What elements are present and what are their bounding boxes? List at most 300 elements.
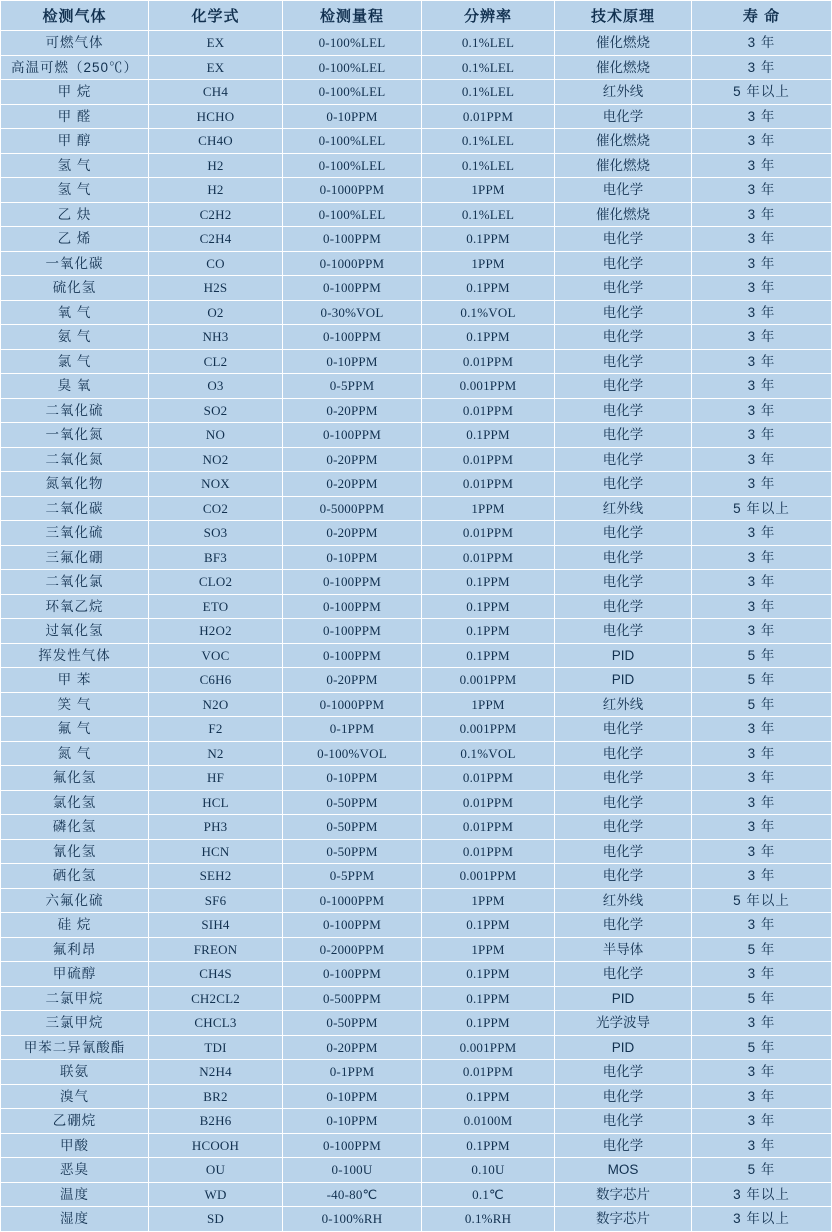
cell-principle: 催化燃烧 (555, 31, 692, 56)
cell-life: 3 年 (692, 521, 832, 546)
cell-range: 0-100%LEL (283, 55, 422, 80)
table-row (1, 986, 832, 1011)
column-header-range: 检测量程 (283, 1, 422, 31)
cell-principle: 电化学 (555, 276, 692, 301)
table-header-row (1, 1, 832, 31)
cell-formula: NO2 (149, 447, 283, 472)
cell-principle: 电化学 (555, 178, 692, 203)
cell-gas-name: 氮 气 (1, 741, 149, 766)
cell-resolution: 0.1%LEL (422, 80, 555, 105)
cell-gas-name: 乙 烯 (1, 227, 149, 252)
cell-life: 3 年 (692, 741, 832, 766)
cell-principle: 电化学 (555, 1133, 692, 1158)
cell-principle: PID (555, 986, 692, 1011)
cell-range: 0-1000PPM (283, 178, 422, 203)
cell-gas-name: 二氧化碳 (1, 496, 149, 521)
cell-range: 0-500PPM (283, 986, 422, 1011)
cell-range: 0-1000PPM (283, 888, 422, 913)
cell-formula: N2H4 (149, 1060, 283, 1085)
cell-range: 0-100PPM (283, 643, 422, 668)
cell-principle: 电化学 (555, 766, 692, 791)
cell-gas-name: 臭 氧 (1, 374, 149, 399)
cell-life: 3 年 (692, 790, 832, 815)
cell-range: -40-80℃ (283, 1182, 422, 1207)
cell-gas-name: 硫化氢 (1, 276, 149, 301)
table-row (1, 349, 832, 374)
cell-range: 0-100%LEL (283, 153, 422, 178)
cell-gas-name: 三氧化硫 (1, 521, 149, 546)
cell-resolution: 0.001PPM (422, 668, 555, 693)
cell-resolution: 0.01PPM (422, 104, 555, 129)
cell-life: 3 年以上 (692, 1182, 832, 1207)
cell-resolution: 0.1%LEL (422, 55, 555, 80)
cell-principle: 电化学 (555, 962, 692, 987)
cell-life: 3 年 (692, 619, 832, 644)
cell-resolution: 0.10U (422, 1158, 555, 1183)
cell-life: 3 年 (692, 1109, 832, 1134)
table-row (1, 423, 832, 448)
table-row (1, 741, 832, 766)
cell-life: 3 年 (692, 325, 832, 350)
cell-principle: 电化学 (555, 104, 692, 129)
cell-formula: CHCL3 (149, 1011, 283, 1036)
table-body (1, 31, 832, 1232)
table-row (1, 1084, 832, 1109)
table-row (1, 398, 832, 423)
cell-formula: HCOOH (149, 1133, 283, 1158)
cell-resolution: 0.01PPM (422, 349, 555, 374)
cell-gas-name: 三氯甲烷 (1, 1011, 149, 1036)
cell-range: 0-10PPM (283, 104, 422, 129)
table-row (1, 692, 832, 717)
cell-range: 0-100%LEL (283, 202, 422, 227)
table-row (1, 55, 832, 80)
table-row (1, 594, 832, 619)
cell-range: 0-100%LEL (283, 129, 422, 154)
cell-gas-name: 甲酸 (1, 1133, 149, 1158)
cell-range: 0-30%VOL (283, 300, 422, 325)
cell-gas-name: 氯 气 (1, 349, 149, 374)
cell-principle: 电化学 (555, 545, 692, 570)
cell-gas-name: 二氧化氮 (1, 447, 149, 472)
cell-gas-name: 氟利昂 (1, 937, 149, 962)
cell-range: 0-100PPM (283, 619, 422, 644)
cell-range: 0-100PPM (283, 276, 422, 301)
cell-formula: O3 (149, 374, 283, 399)
cell-gas-name: 过氧化氢 (1, 619, 149, 644)
cell-gas-name: 氢 气 (1, 178, 149, 203)
cell-gas-name: 氯化氢 (1, 790, 149, 815)
cell-range: 0-100PPM (283, 962, 422, 987)
cell-resolution: 0.1%LEL (422, 153, 555, 178)
cell-gas-name: 氨 气 (1, 325, 149, 350)
cell-principle: 红外线 (555, 888, 692, 913)
cell-formula: FREON (149, 937, 283, 962)
cell-resolution: 1PPM (422, 496, 555, 521)
table-row (1, 888, 832, 913)
cell-gas-name: 二氧化硫 (1, 398, 149, 423)
cell-gas-name: 湿度 (1, 1207, 149, 1232)
cell-range: 0-20PPM (283, 1035, 422, 1060)
cell-formula: WD (149, 1182, 283, 1207)
cell-range: 0-5PPM (283, 374, 422, 399)
cell-resolution: 0.1PPM (422, 1084, 555, 1109)
cell-resolution: 0.1PPM (422, 619, 555, 644)
cell-range: 0-1PPM (283, 717, 422, 742)
table-row (1, 643, 832, 668)
cell-formula: SIH4 (149, 913, 283, 938)
column-header-gas: 检测气体 (1, 1, 149, 31)
cell-gas-name: 甲 醛 (1, 104, 149, 129)
cell-range: 0-100PPM (283, 227, 422, 252)
cell-range: 0-100PPM (283, 325, 422, 350)
cell-range: 0-20PPM (283, 472, 422, 497)
cell-formula: C6H6 (149, 668, 283, 693)
cell-gas-name: 氰化氢 (1, 839, 149, 864)
cell-life: 3 年 (692, 1133, 832, 1158)
table-row (1, 717, 832, 742)
cell-principle: 数字芯片 (555, 1207, 692, 1232)
cell-resolution: 0.01PPM (422, 815, 555, 840)
cell-principle: 电化学 (555, 398, 692, 423)
cell-principle: PID (555, 1035, 692, 1060)
cell-life: 3 年 (692, 962, 832, 987)
table-row (1, 864, 832, 889)
cell-life: 3 年 (692, 153, 832, 178)
cell-gas-name: 甲 醇 (1, 129, 149, 154)
table-row (1, 839, 832, 864)
cell-range: 0-50PPM (283, 815, 422, 840)
cell-range: 0-100%VOL (283, 741, 422, 766)
cell-range: 0-100U (283, 1158, 422, 1183)
cell-formula: SEH2 (149, 864, 283, 889)
cell-gas-name: 一氧化氮 (1, 423, 149, 448)
cell-life: 3 年 (692, 472, 832, 497)
cell-formula: TDI (149, 1035, 283, 1060)
table-row (1, 496, 832, 521)
cell-formula: HCN (149, 839, 283, 864)
cell-life: 3 年 (692, 1084, 832, 1109)
cell-gas-name: 溴气 (1, 1084, 149, 1109)
table-row (1, 937, 832, 962)
cell-range: 0-5000PPM (283, 496, 422, 521)
cell-principle: 电化学 (555, 717, 692, 742)
cell-formula: SD (149, 1207, 283, 1232)
cell-principle: 半导体 (555, 937, 692, 962)
cell-life: 3 年 (692, 447, 832, 472)
cell-life: 3 年 (692, 423, 832, 448)
cell-principle: 电化学 (555, 325, 692, 350)
cell-formula: C2H4 (149, 227, 283, 252)
cell-life: 3 年 (692, 839, 832, 864)
cell-range: 0-50PPM (283, 790, 422, 815)
cell-resolution: 0.001PPM (422, 374, 555, 399)
cell-formula: HCL (149, 790, 283, 815)
cell-life: 3 年 (692, 349, 832, 374)
table-row (1, 815, 832, 840)
cell-resolution: 0.1%VOL (422, 741, 555, 766)
cell-principle: 红外线 (555, 496, 692, 521)
cell-gas-name: 高温可燃（250℃） (1, 55, 149, 80)
cell-life: 3 年 (692, 31, 832, 56)
cell-range: 0-1PPM (283, 1060, 422, 1085)
cell-resolution: 0.1%LEL (422, 31, 555, 56)
cell-principle: 红外线 (555, 692, 692, 717)
cell-resolution: 0.1PPM (422, 325, 555, 350)
cell-resolution: 0.1PPM (422, 570, 555, 595)
cell-principle: 电化学 (555, 913, 692, 938)
cell-formula: EX (149, 31, 283, 56)
table-row (1, 472, 832, 497)
cell-resolution: 0.1PPM (422, 962, 555, 987)
cell-gas-name: 三氟化硼 (1, 545, 149, 570)
cell-principle: PID (555, 668, 692, 693)
cell-resolution: 0.01PPM (422, 1060, 555, 1085)
table-row (1, 619, 832, 644)
cell-resolution: 1PPM (422, 888, 555, 913)
table-row (1, 31, 832, 56)
cell-gas-name: 笑 气 (1, 692, 149, 717)
cell-principle: 电化学 (555, 227, 692, 252)
table-row (1, 766, 832, 791)
cell-range: 0-100PPM (283, 913, 422, 938)
cell-formula: B2H6 (149, 1109, 283, 1134)
cell-gas-name: 六氟化硫 (1, 888, 149, 913)
cell-gas-name: 乙硼烷 (1, 1109, 149, 1134)
cell-formula: CO (149, 251, 283, 276)
cell-formula: H2 (149, 178, 283, 203)
table-header (1, 1, 832, 31)
cell-resolution: 0.1PPM (422, 1011, 555, 1036)
cell-resolution: 0.1PPM (422, 227, 555, 252)
cell-formula: N2O (149, 692, 283, 717)
cell-formula: H2O2 (149, 619, 283, 644)
table-row (1, 1207, 832, 1232)
cell-gas-name: 环氧乙烷 (1, 594, 149, 619)
table-row (1, 129, 832, 154)
cell-life: 3 年 (692, 815, 832, 840)
cell-principle: 电化学 (555, 472, 692, 497)
cell-principle: 电化学 (555, 423, 692, 448)
cell-life: 5 年 (692, 986, 832, 1011)
cell-resolution: 0.1PPM (422, 276, 555, 301)
cell-gas-name: 氧 气 (1, 300, 149, 325)
cell-resolution: 0.1℃ (422, 1182, 555, 1207)
cell-resolution: 0.01PPM (422, 790, 555, 815)
cell-range: 0-50PPM (283, 839, 422, 864)
cell-gas-name: 硅 烷 (1, 913, 149, 938)
cell-range: 0-10PPM (283, 349, 422, 374)
cell-range: 0-1000PPM (283, 251, 422, 276)
cell-resolution: 0.1PPM (422, 913, 555, 938)
cell-resolution: 0.1%VOL (422, 300, 555, 325)
cell-gas-name: 联氨 (1, 1060, 149, 1085)
table-row (1, 545, 832, 570)
cell-gas-name: 甲苯二异氰酸酯 (1, 1035, 149, 1060)
cell-resolution: 0.01PPM (422, 447, 555, 472)
cell-principle: 电化学 (555, 521, 692, 546)
cell-life: 3 年 (692, 1011, 832, 1036)
cell-formula: HCHO (149, 104, 283, 129)
table-row (1, 521, 832, 546)
cell-principle: 电化学 (555, 447, 692, 472)
cell-principle: 电化学 (555, 839, 692, 864)
cell-range: 0-20PPM (283, 521, 422, 546)
cell-life: 3 年 (692, 276, 832, 301)
cell-formula: BR2 (149, 1084, 283, 1109)
cell-formula: ETO (149, 594, 283, 619)
cell-principle: 电化学 (555, 1109, 692, 1134)
table-row (1, 374, 832, 399)
table-row (1, 913, 832, 938)
table-row (1, 325, 832, 350)
cell-gas-name: 二氧化氯 (1, 570, 149, 595)
cell-gas-name: 甲硫醇 (1, 962, 149, 987)
cell-resolution: 0.1PPM (422, 594, 555, 619)
cell-resolution: 0.001PPM (422, 717, 555, 742)
cell-principle: 电化学 (555, 300, 692, 325)
cell-life: 3 年 (692, 398, 832, 423)
cell-life: 5 年以上 (692, 80, 832, 105)
cell-resolution: 1PPM (422, 692, 555, 717)
cell-resolution: 0.1%RH (422, 1207, 555, 1232)
cell-range: 0-20PPM (283, 668, 422, 693)
cell-resolution: 0.01PPM (422, 398, 555, 423)
cell-gas-name: 硒化氢 (1, 864, 149, 889)
table-row (1, 104, 832, 129)
cell-life: 5 年 (692, 1035, 832, 1060)
cell-principle: 电化学 (555, 864, 692, 889)
cell-life: 3 年 (692, 570, 832, 595)
table-row (1, 1109, 832, 1134)
cell-life: 5 年 (692, 668, 832, 693)
cell-principle: 电化学 (555, 741, 692, 766)
cell-formula: SO2 (149, 398, 283, 423)
cell-life: 3 年 (692, 594, 832, 619)
column-header-life: 寿 命 (692, 1, 832, 31)
table-row (1, 276, 832, 301)
cell-resolution: 0.01PPM (422, 472, 555, 497)
table-row (1, 962, 832, 987)
table-row (1, 80, 832, 105)
cell-principle: 电化学 (555, 594, 692, 619)
cell-range: 0-5PPM (283, 864, 422, 889)
cell-principle: 电化学 (555, 1060, 692, 1085)
cell-formula: CH2CL2 (149, 986, 283, 1011)
cell-resolution: 0.01PPM (422, 545, 555, 570)
cell-resolution: 0.1PPM (422, 643, 555, 668)
cell-resolution: 0.1PPM (422, 423, 555, 448)
cell-principle: 电化学 (555, 1084, 692, 1109)
cell-life: 5 年以上 (692, 496, 832, 521)
cell-principle: 红外线 (555, 80, 692, 105)
cell-principle: 数字芯片 (555, 1182, 692, 1207)
cell-life: 3 年 (692, 202, 832, 227)
cell-formula: EX (149, 55, 283, 80)
cell-formula: F2 (149, 717, 283, 742)
cell-range: 0-100%LEL (283, 80, 422, 105)
cell-range: 0-10PPM (283, 1084, 422, 1109)
cell-resolution: 1PPM (422, 937, 555, 962)
cell-formula: SO3 (149, 521, 283, 546)
cell-resolution: 0.001PPM (422, 864, 555, 889)
cell-principle: 催化燃烧 (555, 129, 692, 154)
cell-range: 0-20PPM (283, 447, 422, 472)
cell-life: 5 年以上 (692, 888, 832, 913)
table-row (1, 300, 832, 325)
cell-resolution: 0.1%LEL (422, 202, 555, 227)
cell-gas-name: 氟 气 (1, 717, 149, 742)
cell-gas-name: 温度 (1, 1182, 149, 1207)
cell-range: 0-100PPM (283, 423, 422, 448)
cell-life: 3 年 (692, 717, 832, 742)
table-row (1, 1060, 832, 1085)
table-row (1, 202, 832, 227)
cell-life: 3 年 (692, 251, 832, 276)
cell-formula: CH4O (149, 129, 283, 154)
cell-resolution: 0.01PPM (422, 839, 555, 864)
cell-gas-name: 氢 气 (1, 153, 149, 178)
cell-life: 5 年 (692, 937, 832, 962)
cell-life: 3 年 (692, 545, 832, 570)
table-row (1, 668, 832, 693)
cell-range: 0-100PPM (283, 594, 422, 619)
cell-range: 0-10PPM (283, 766, 422, 791)
table-row (1, 1035, 832, 1060)
cell-formula: SF6 (149, 888, 283, 913)
cell-life: 3 年 (692, 913, 832, 938)
cell-resolution: 0.0100M (422, 1109, 555, 1134)
cell-range: 0-50PPM (283, 1011, 422, 1036)
cell-formula: CL2 (149, 349, 283, 374)
table-row (1, 447, 832, 472)
cell-formula: PH3 (149, 815, 283, 840)
cell-resolution: 1PPM (422, 178, 555, 203)
cell-formula: H2 (149, 153, 283, 178)
cell-range: 0-1000PPM (283, 692, 422, 717)
cell-life: 3 年 (692, 300, 832, 325)
cell-principle: 电化学 (555, 815, 692, 840)
cell-resolution: 1PPM (422, 251, 555, 276)
cell-principle: 电化学 (555, 251, 692, 276)
cell-principle: 电化学 (555, 349, 692, 374)
column-header-principle: 技术原理 (555, 1, 692, 31)
cell-principle: 催化燃烧 (555, 202, 692, 227)
cell-formula: CH4 (149, 80, 283, 105)
cell-principle: 催化燃烧 (555, 55, 692, 80)
cell-life: 3 年 (692, 1060, 832, 1085)
cell-life: 5 年 (692, 643, 832, 668)
cell-life: 3 年 (692, 766, 832, 791)
cell-gas-name: 甲 烷 (1, 80, 149, 105)
cell-range: 0-100PPM (283, 1133, 422, 1158)
column-header-resolution: 分辨率 (422, 1, 555, 31)
table-row (1, 227, 832, 252)
cell-life: 3 年 (692, 374, 832, 399)
table-row (1, 251, 832, 276)
cell-formula: NH3 (149, 325, 283, 350)
cell-range: 0-100PPM (283, 570, 422, 595)
cell-gas-name: 二氯甲烷 (1, 986, 149, 1011)
cell-resolution: 0.01PPM (422, 766, 555, 791)
cell-gas-name: 磷化氢 (1, 815, 149, 840)
cell-gas-name: 氟化氢 (1, 766, 149, 791)
cell-resolution: 0.1%LEL (422, 129, 555, 154)
cell-life: 3 年 (692, 864, 832, 889)
table-row (1, 1133, 832, 1158)
cell-range: 0-10PPM (283, 545, 422, 570)
cell-range: 0-10PPM (283, 1109, 422, 1134)
